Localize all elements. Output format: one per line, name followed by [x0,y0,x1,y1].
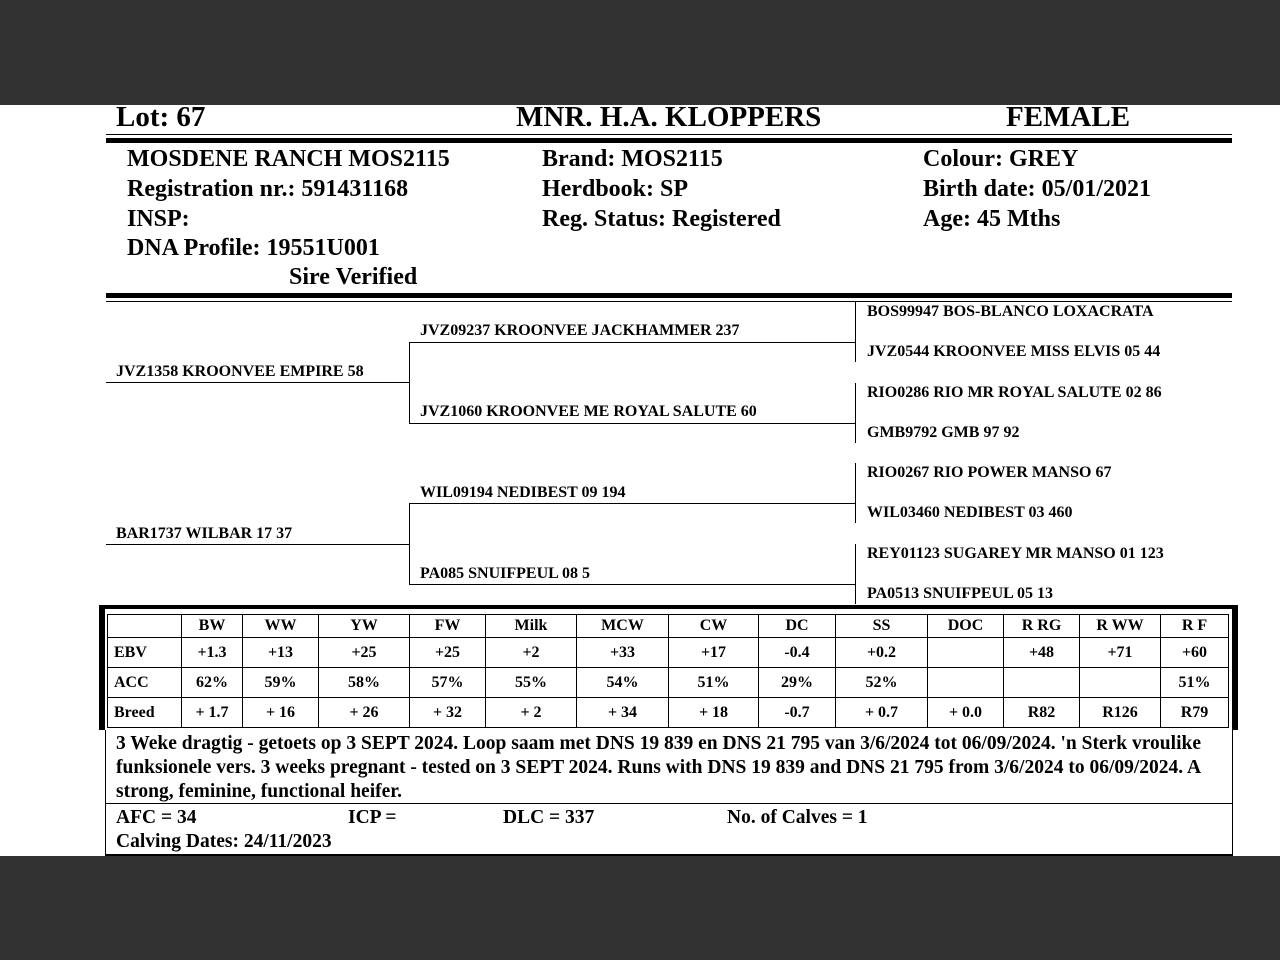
lot-number: Lot: 67 [116,105,206,133]
icp-value: ICP = [348,807,397,828]
pedigree-dd-sire: REY01123 SUGAREY MR MANSO 01 123 [867,545,1164,562]
table-cell: R82 [1004,698,1080,728]
ebv-frame-left [99,605,105,730]
header-cell: WW [243,615,319,638]
header-cell: R F [1161,615,1229,638]
afc-value: AFC = 34 [116,807,197,828]
header-cell: YW [319,615,410,638]
table-cell: +0.2 [836,638,928,668]
header-cell: CW [669,615,759,638]
table-cell: +33 [577,638,669,668]
table-cell: 52% [836,668,928,698]
insp-label: INSP: [127,206,190,232]
table-cell: +25 [410,638,486,668]
calves-count: No. of Calves = 1 [727,807,868,828]
sire-verified: Sire Verified [289,264,418,290]
pedigree-bracket [855,544,856,604]
table-cell: +1.3 [182,638,243,668]
table-cell: + 0.7 [836,698,928,728]
pedigree-bracket [855,302,856,362]
header-cell: MCW [577,615,669,638]
brand: Brand: MOS2115 [542,146,723,172]
table-cell: + 26 [319,698,410,728]
table-cell: 54% [577,668,669,698]
age: Age: 45 Mths [923,206,1061,232]
comments-border-right [1232,730,1233,855]
pedigree-sd-sire: RIO0286 RIO MR ROYAL SALUTE 02 86 [867,384,1162,401]
pedigree-dam: BAR1737 WILBAR 17 37 [116,525,293,542]
pedigree-ss-sire: BOS99947 BOS-BLANCO LOXACRATA [867,303,1154,320]
calving-dates: Calving Dates: 24/11/2023 [116,831,332,852]
pedigree-sd-dam: GMB9792 GMB 97 92 [867,424,1020,441]
row-label: Breed [108,698,182,728]
table-cell: 62% [182,668,243,698]
info-rule-thin [106,301,1232,302]
ebv-table [107,614,1229,728]
header-cell: FW [410,615,486,638]
header-rule-thick [106,138,1232,143]
row-label: ACC [108,668,182,698]
pedigree-bracket [855,383,856,443]
animal-name: MOSDENE RANCH MOS2115 [127,146,450,172]
header-cell: R WW [1080,615,1161,638]
table-cell: + 0.0 [928,698,1004,728]
table-cell: -0.7 [759,698,836,728]
header-cell: R RG [1004,615,1080,638]
dlc-value: DLC = 337 [503,807,595,828]
pedigree-sire-sire: JVZ09237 KROONVEE JACKHAMMER 237 [420,322,740,339]
pedigree-bracket [409,503,410,585]
table-cell: 29% [759,668,836,698]
pedigree-line [409,503,855,504]
table-cell: 51% [669,668,759,698]
info-rule-thick [106,293,1232,298]
table-cell: R126 [1080,698,1161,728]
table-cell: +60 [1161,638,1229,668]
ebv-header-row [108,615,1229,638]
ebv-frame-top [99,605,1238,609]
table-cell: +13 [243,638,319,668]
acc-row [108,668,1229,698]
pedigree-line [106,544,409,545]
pedigree-dam-sire: WIL09194 NEDIBEST 09 194 [420,484,626,501]
table-cell: + 2 [486,698,577,728]
ebv-row [108,638,1229,668]
table-cell: 58% [319,668,410,698]
header-cell: DOC [928,615,1004,638]
table-cell: +25 [319,638,410,668]
pedigree-ds-dam: WIL03460 NEDIBEST 03 460 [867,504,1073,521]
table-cell: + 18 [669,698,759,728]
table-cell: +17 [669,638,759,668]
pedigree-bracket [409,342,410,424]
comments-text: 3 Weke dragtig - getoets op 3 SEPT 2024. Loop saam met DNS 19 839 en DNS 21 795 van 3/6/2024 tot 06/09/2024. 'n Sterk vroulike funksionele vers. 3 weeks pregnant - tested on 3 SEPT 2024. Runs with DNS 19 839 and DNS 21 795 from 3/6/2024 to 06/09/2024. A strong, feminine, functional heifer. [116,733,1201,802]
comments-border-bottom [105,854,1233,856]
pedigree-sire: JVZ1358 KROONVEE EMPIRE 58 [116,363,364,380]
pedigree-line [106,382,409,383]
breed-row [108,698,1229,728]
table-cell: 51% [1161,668,1229,698]
header-cell [108,615,182,638]
pedigree-dam-dam: PA085 SNUIFPEUL 08 5 [420,565,590,582]
reg-status: Reg. Status: Registered [542,206,781,232]
table-cell: R79 [1161,698,1229,728]
registration-number: Registration nr.: 591431168 [127,176,409,202]
pedigree-ss-dam: JVZ0544 KROONVEE MISS ELVIS 05 44 [867,343,1161,360]
header-cell: BW [182,615,243,638]
pedigree-dd-dam: PA0513 SNUIFPEUL 05 13 [867,585,1053,602]
pedigree-line [409,342,855,343]
header-rule-thin [106,134,1232,135]
pedigree-bracket [855,463,856,523]
header-cell: DC [759,615,836,638]
table-cell: + 32 [410,698,486,728]
dna-profile: DNA Profile: 19551U001 [127,235,380,261]
table-cell: 59% [243,668,319,698]
pedigree-ds-sire: RIO0267 RIO POWER MANSO 67 [867,464,1112,481]
pedigree-sire-dam: JVZ1060 KROONVEE ME ROYAL SALUTE 60 [420,403,757,420]
table-cell: -0.4 [759,638,836,668]
table-cell: 57% [410,668,486,698]
colour: Colour: GREY [923,146,1079,172]
table-cell: +71 [1080,638,1161,668]
pedigree-line [409,584,855,585]
table-cell: +48 [1004,638,1080,668]
table-cell: + 34 [577,698,669,728]
pedigree-line [409,423,855,424]
table-cell [928,668,1004,698]
table-cell [1080,668,1161,698]
table-cell: +2 [486,638,577,668]
table-cell: 55% [486,668,577,698]
table-cell [928,638,1004,668]
birth-date: Birth date: 05/01/2021 [923,176,1151,202]
header-cell: SS [836,615,928,638]
lot-sheet [0,105,1280,856]
herdbook: Herdbook: SP [542,176,689,202]
comments-border-left [105,730,106,855]
table-cell: + 1.7 [182,698,243,728]
header-cell: Milk [486,615,577,638]
row-label: EBV [108,638,182,668]
table-cell [1004,668,1080,698]
seller-name: MNR. H.A. KLOPPERS [516,105,822,133]
animal-sex: FEMALE [1006,105,1131,133]
ebv-frame-right [1232,605,1238,730]
table-cell: + 16 [243,698,319,728]
